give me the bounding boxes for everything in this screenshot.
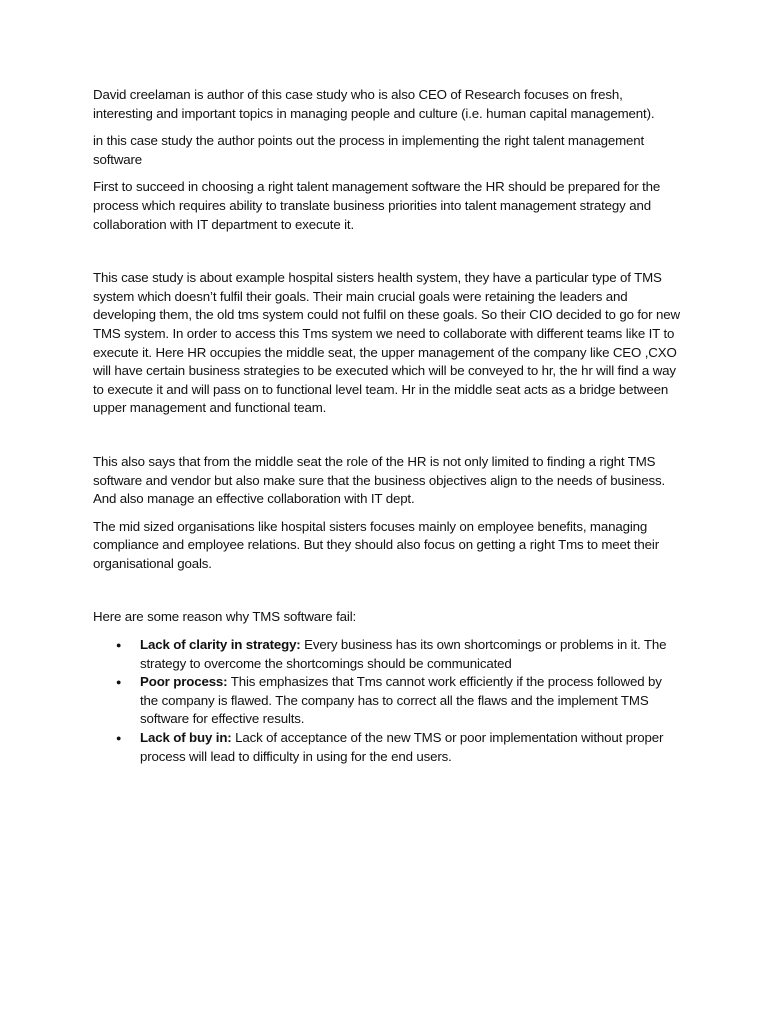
paragraph-case-study-purpose: in this case study the author points out the process in implementing the right talent management software xyxy=(93,133,645,167)
list-item xyxy=(93,729,683,766)
list-item xyxy=(93,636,683,673)
bullet-text: Lack of acceptance of the new TMS or poor implementation without proper process will lead to difficulty in using for the end users. xyxy=(140,730,664,764)
bullet-text: This emphasizes that Tms cannot work efficiently if the process followed by the company is flawed. The company has to correct all the flaws and the implement TMS software for effective results. xyxy=(140,674,662,727)
paragraph-failure-reasons-intro: Here are some reason why TMS software fail: xyxy=(93,609,357,625)
bullet-text: Every business has its own shortcomings or problems in it. The strategy to overcome the shortcomings should be communicated xyxy=(140,637,667,671)
bullet-term: Poor process: xyxy=(140,674,228,690)
paragraph-hr-preparation: First to succeed in choosing a right talent management software the HR should be prepared for the process which requires ability to translate business priorities into talent management strategy and collaboration with IT department to execute it. xyxy=(93,179,661,232)
bullet-term: Lack of buy in: xyxy=(140,730,232,746)
paragraph-hospital-example: This case study is about example hospital sisters health system, they have a particular type of TMS system which doesn’t fulfil their goals. Their main crucial goals were retaining the leaders and developing them, the old tms system could not fulfil on these goals. So their CIO decided to go for new TMS system. In order to access this Tms system we need to collaborate with different teams like IT to execute it. Here HR occupies the middle seat, the upper management of the company like CEO ,CXO will have certain business strategies to be executed which will be conveyed to hr, the hr will find a way to execute it and will pass on to functional level team. Hr in the middle seat acts as a bridge between upper management and functional team. xyxy=(93,270,680,416)
paragraph-author-intro: David creelaman is author of this case study who is also CEO of Research focuses on fresh, interesting and important topics in managing people and culture (i.e. human capital management). xyxy=(93,87,655,121)
list-item xyxy=(93,673,683,729)
bullet-term: Lack of clarity in strategy: xyxy=(140,637,301,653)
paragraph-mid-sized-orgs: The mid sized organisations like hospital sisters focuses mainly on employee benefits, managing compliance and employee relations. But they should also focus on getting a right Tms to meet their organisational goals. xyxy=(93,518,660,571)
bullet-icon: ● xyxy=(116,677,122,688)
document-page xyxy=(93,86,683,766)
paragraph-hr-role: This also says that from the middle seat the role of the HR is not only limited to finding a right TMS software and vendor but also make sure that the business objectives align to the needs of business. And also manage an effective collaboration with IT dept. xyxy=(93,453,666,507)
bullet-icon: ● xyxy=(116,733,122,744)
failure-reasons-list xyxy=(93,636,683,766)
bullet-icon: ● xyxy=(116,640,122,651)
